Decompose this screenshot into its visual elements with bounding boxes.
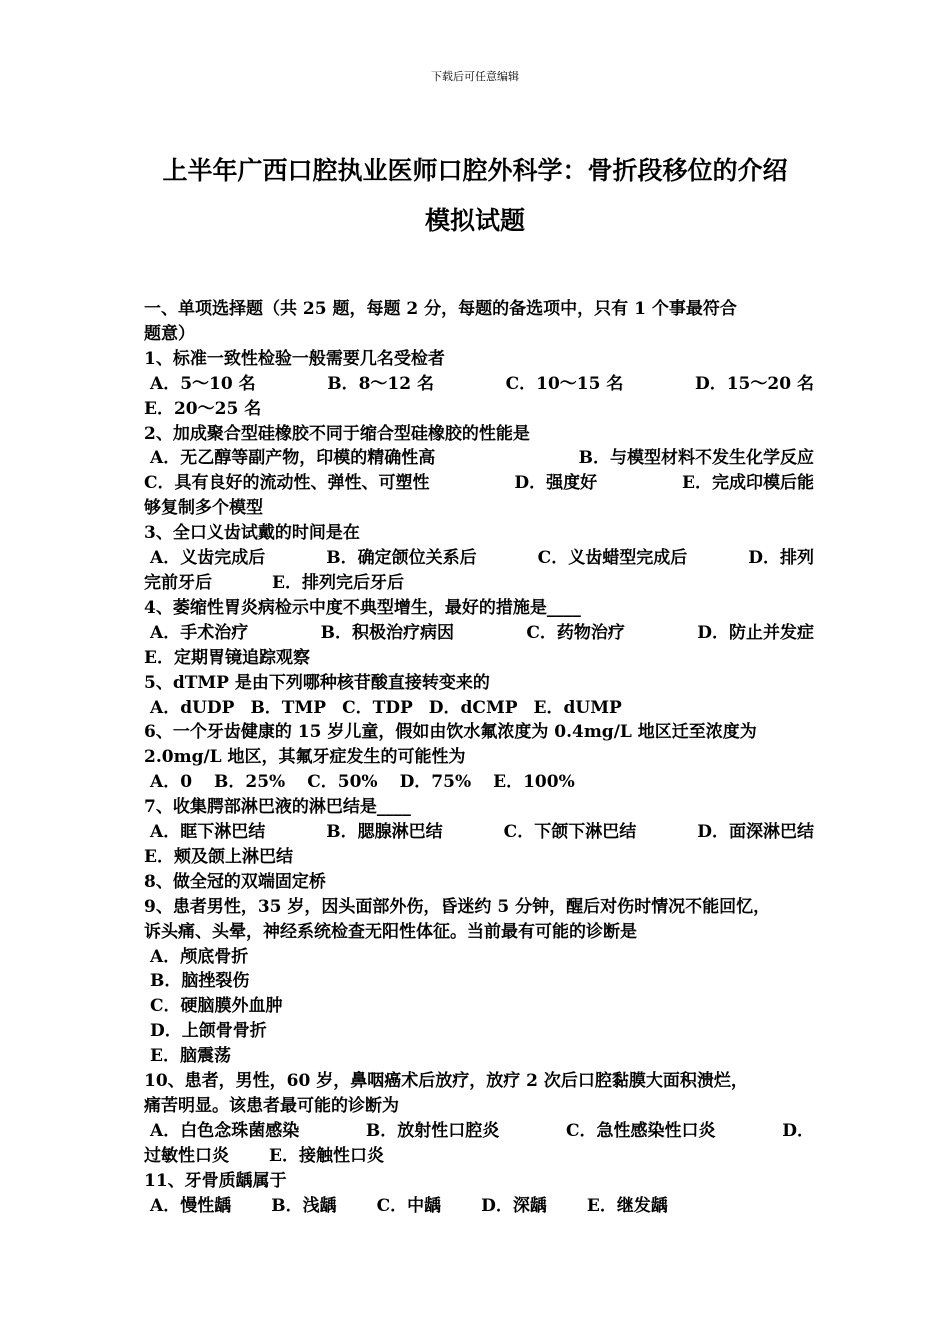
option-row (144, 770, 814, 795)
option: D．强度好 (514, 473, 598, 494)
option: C．药物治疗 (526, 622, 625, 643)
option: A．0 (150, 772, 193, 793)
option: B．25% (214, 772, 286, 793)
document-title-line-2: 模拟试题 (424, 206, 525, 235)
option: A．慢性龋 (150, 1195, 232, 1216)
question-stem: 8、做全冠的双端固定桥 (144, 871, 326, 892)
option-row (144, 372, 814, 397)
question-stem: 9、患者男性，35 岁，因头面部外伤，昏迷约 5 分钟，醒后对伤时情况不能回忆， (144, 896, 771, 917)
option: C．硬脑膜外血肿 (150, 996, 283, 1017)
question-stem: 5、dTMP 是由下列哪种核苷酸直接转变来的 (144, 672, 490, 693)
option: B．放射性口腔炎 (365, 1120, 500, 1141)
question-stem: 10、患者，男性，60 岁，鼻咽癌术后放疗，放疗 2 次后口腔黏膜大面积溃烂， (144, 1071, 748, 1092)
option-row (144, 621, 814, 646)
option-row (144, 471, 814, 496)
question-stem: 7、收集腭部淋巴液的淋巴结是____ (144, 797, 411, 818)
option: E．颊及颌上淋巴结 (144, 846, 293, 867)
section-heading-line-1: 一、单项选择题（共 25 题，每题 2 分，每题的备选项中，只有 1 个事最符合 (144, 299, 737, 319)
option: E．完成印模后能 (682, 473, 814, 494)
option-row (144, 397, 814, 422)
option-row (144, 1044, 814, 1069)
option-row (144, 1144, 814, 1169)
option: C．TDP (342, 697, 413, 718)
option: D．面深淋巴结 (697, 822, 814, 843)
question-stem-continued: 痛苦明显。该患者最可能的诊断为 (144, 1096, 399, 1116)
option: E．继发龋 (586, 1195, 668, 1216)
option: D．15～20 名 (694, 373, 814, 394)
option: B．腮腺淋巴结 (326, 822, 443, 843)
option-row (144, 446, 814, 471)
option: B．积极治疗病因 (320, 622, 454, 643)
option-row (144, 571, 814, 596)
option-row (144, 496, 814, 521)
option: A．颅底骨折 (150, 946, 249, 967)
option: 完前牙后 (144, 572, 212, 593)
option-row (144, 696, 814, 721)
header-note: 下载后可任意编辑 (431, 70, 519, 83)
option: B．脑挫裂伤 (150, 971, 250, 992)
option: A．5～10 名 (150, 373, 256, 394)
section-heading-line-2: 题意） (144, 323, 195, 344)
option: E．排列完后牙后 (272, 572, 404, 593)
option: E．脑震荡 (150, 1046, 231, 1067)
option-row (144, 969, 814, 994)
option: B．浅龋 (271, 1195, 337, 1216)
option: D．dCMP (428, 697, 518, 718)
option: E．dUMP (533, 697, 622, 718)
option: A．义齿完成后 (150, 548, 266, 569)
option: C．下颌下淋巴结 (503, 822, 637, 843)
option-row (144, 1019, 814, 1044)
question-stem: 4、萎缩性胃炎病检示中度不典型增生，最好的措施是____ (144, 597, 581, 618)
option-row (144, 820, 814, 845)
question-stem-continued: 诉头痛、头晕，神经系统检查无阳性体征。当前最有可能的诊断是 (144, 921, 637, 942)
option: C．10～15 名 (505, 373, 624, 394)
option: E．接触性口炎 (269, 1145, 384, 1166)
option: C．50% (307, 772, 378, 793)
option: B．确定颌位关系后 (326, 548, 477, 569)
document-title-line-1: 上半年广西口腔执业医师口腔外科学：骨折段移位的介绍 (162, 156, 788, 185)
option: D．排列 (748, 548, 814, 569)
option: 够复制多个模型 (144, 498, 263, 519)
option: D．75% (399, 772, 472, 793)
option: E．100% (493, 772, 575, 793)
option-row (144, 845, 814, 870)
option: C．义齿蜡型完成后 (537, 548, 688, 569)
option: B．8～12 名 (327, 373, 434, 394)
option: E．定期胃镜追踪观察 (144, 647, 310, 668)
option: E．20～25 名 (144, 398, 262, 419)
option: A．dUDP (150, 697, 235, 718)
option: A．无乙醇等副产物，印模的精确性高 (150, 448, 436, 469)
question-stem: 2、加成聚合型硅橡胶不同于缩合型硅橡胶的性能是 (144, 423, 530, 444)
option: C．中龋 (376, 1195, 442, 1216)
option: D．上颌骨骨折 (150, 1021, 267, 1042)
question-stem: 11、牙骨质龋属于 (144, 1170, 287, 1191)
option: D． (782, 1120, 814, 1141)
question-stem: 3、全口义齿试戴的时间是在 (144, 523, 360, 544)
option: B．与模型材料不发生化学反应 (578, 448, 814, 469)
option-row (144, 1194, 814, 1219)
option: A．眶下淋巴结 (150, 822, 266, 843)
option: C．急性感染性口炎 (565, 1120, 716, 1141)
option-row (144, 994, 814, 1019)
option: 过敏性口炎 (144, 1145, 229, 1166)
question-stem-continued: 2.0mg/L 地区，其氟牙症发生的可能性为 (144, 747, 466, 768)
option: A．白色念珠菌感染 (150, 1120, 300, 1141)
question-list (144, 297, 814, 1219)
question-stem: 1、标准一致性检验一般需要几名受检者 (144, 348, 445, 369)
option-row (144, 546, 814, 571)
option: D．防止并发症 (697, 622, 814, 643)
question-stem: 6、一个牙齿健康的 15 岁儿童，假如由饮水氟浓度为 0.4mg/L 地区迁至浓度为 (144, 722, 757, 743)
option: A．手术治疗 (150, 622, 249, 643)
option-row (144, 1119, 814, 1144)
option: D．深龋 (481, 1195, 547, 1216)
option-row (144, 945, 814, 970)
option: B．TMP (250, 697, 327, 718)
option-row (144, 646, 814, 671)
option: C．具有良好的流动性、弹性、可塑性 (144, 473, 430, 494)
